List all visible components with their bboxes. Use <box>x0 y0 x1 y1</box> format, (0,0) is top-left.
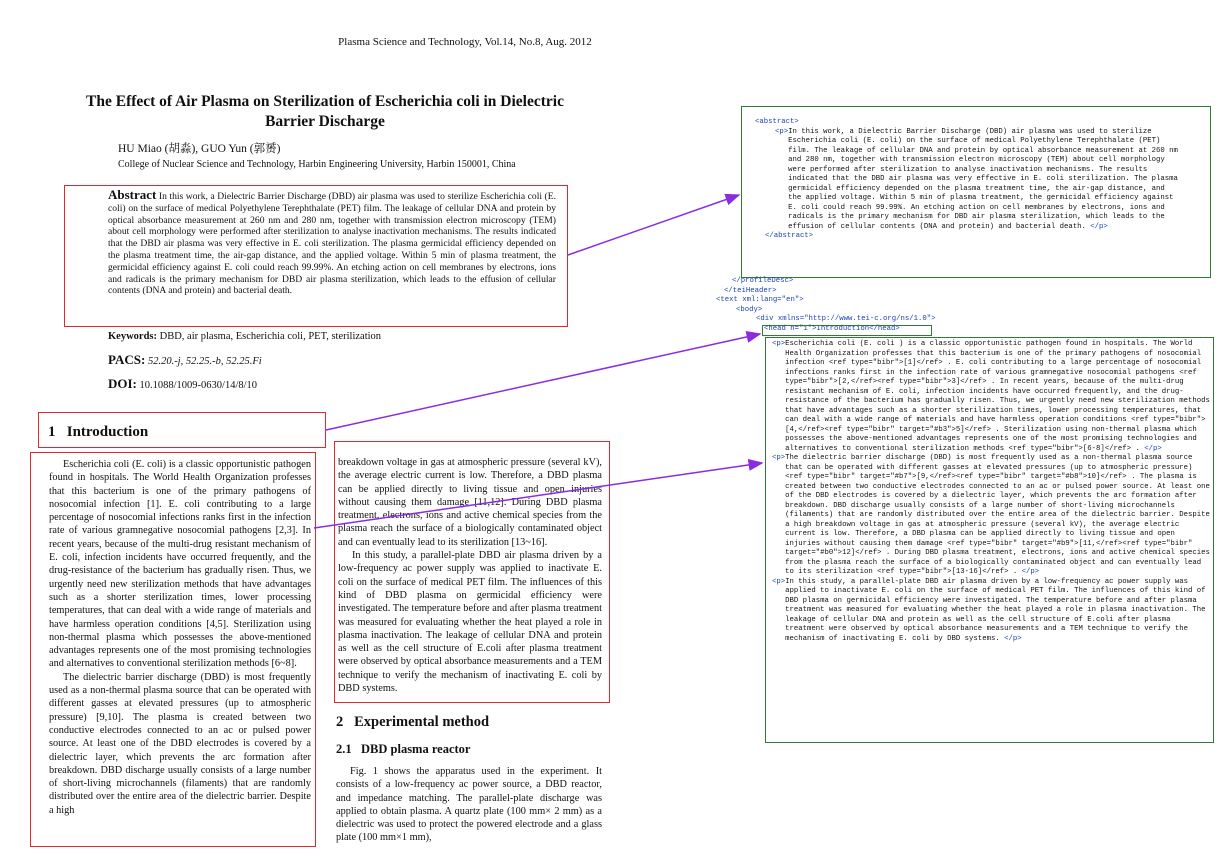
abstract-heading: Abstract <box>108 187 157 202</box>
keywords-label: Keywords: <box>108 331 157 342</box>
arrow-intro-heading-to-xml <box>326 334 760 430</box>
xml-profiledesc-close: </profileDesc> <box>732 277 794 285</box>
journal-header: Plasma Science and Technology, Vol.14, No.8, Aug. 2012 <box>338 36 592 48</box>
xml-p2-open-tag: <p> <box>772 454 786 462</box>
xml-p1-close-tag: </p> <box>1144 444 1162 453</box>
xml-body-open: <body> <box>736 305 763 314</box>
xml-p3-text-body: In this study, a parallel-plate DBD air plasma driven by a low-frequency ac power supply was applied to inactivate E. coli on the surface of medical PET film. The influences of this kind of DBD plasma on germicidal efficiency were investigated. The temperature before and after plasma treatment was measured for evaluating whether the heat played a role in plasma inactivation. The leakage of cellular DNA and protein as well as the cell structure of E.coli after plasma treatment were observed by optical absorbance measurements and a TEM technique to verify the mechanism of inactivating E. coli by DBD systems. <box>785 577 1206 643</box>
xml-abstract-close: </abstract> <box>765 232 814 240</box>
xml-p-close-tag: </p> <box>1090 222 1108 231</box>
intro-paragraph-1: Escherichia coli (E. coli) is a classic opportunistic pathogen found in hospitals. The World Health Organization professes that this bacterium is one of the primary pathogens of nosocomial infection [1]. E. coli contributing to a large percentage of nosocomial infections ranks first in the infection rate of various gramnegative nosocomial pathogens [2,3]. In recent years, because of the multi-drug resistant mechanism of E. coli, infection incidents have occurred frequently, and the drug-resistance of the bacterium has gradually risen. Thus, we urgently need new sterilization methods that have advantages such as a shorter sterilization times, lower processing temperatures, that can deal with a wide range of materials and have harmless operation conditions [4,5]. Sterilization using non-thermal plasma which possesses the above-mentioned advantages represents one of the most promising technologies and alternatives to conventional sterilization methods [6~8]. <box>49 459 311 670</box>
paper-title: The Effect of Air Plasma on Sterilization of Escherichia coli in Dielectric Barrier Discharge <box>86 93 564 130</box>
xml-p2-close-tag: </p> <box>1021 568 1040 576</box>
xml-head-line: <head n="1">Introduction</head> <box>764 324 900 333</box>
intro-paragraph-3: In this study, a parallel-plate DBD air plasma driven by a low-frequency ac power supply was applied to inactivate E. coli on the surface of medical PET film. The influences of this kind of DBD plasma on germicidal efficiency were investigated. The temperature before and after plasma treatment was measured for evaluating whether the heat played a role in plasma inactivation. The leakage of cellular DNA and protein as well as the cell structure of E.coli after plasma treatment were observed by optical absorbance measurements and a TEM technique to verify the mechanism of inactivating E. coli by DBD systems. <box>338 550 602 695</box>
xml-p3-open-tag: <p> <box>772 577 786 586</box>
paper-authors: HU Miao (胡淼), GUO Yun (郭赟) <box>118 143 281 155</box>
pacs-value: 52.20.-j, 52.25.-b, 52.25.Fi <box>147 356 262 367</box>
section-2-heading: 2 Experimental method <box>336 714 490 730</box>
xml-abstract-open: <abstract> <box>755 118 799 126</box>
experimental-paragraph-1: Fig. 1 shows the apparatus used in the experiment. It consists of a low-frequency ac power source, a DBD reactor, and impedance matching. The parallel-plate discharge was applied to obtain plasma. A quartz plate (100 mm× 2 mm) as a dielectric was used to protect the powered electrode and a glass plate (100 mm×1 mm), <box>336 766 602 844</box>
keywords-value: DBD, air plasma, Escherichia coli, PET, sterilization <box>159 331 382 342</box>
doi-value: 10.1088/1009-0630/14/8/10 <box>139 380 258 391</box>
arrow-abstract-to-xml <box>568 195 739 255</box>
xml-p2-text-body: The dielectric barrier discharge (DBD) is most frequently used as a non-thermal plasma source that can be operated with different gasses at elevated pressures (up to atmospheric pressure) <ref type="bibr" target="#b7">[9,</ref><ref type="bibr" target="#b8">10]</ref> . The plasma is created between two conductive electrodes connected to an ac or pulsed power source. At least one of the DBD electrodes is covered by a dielectric layer, which prevents the arc formation after breakdown. DBD discharge usually consists of a large number of short-living microchannels (filaments) that are randomly distributed over the entire area of the dielectric barrier. Despite a high breakdown voltage in gas at atmospheric pressure (several kV), the average electric current is low. Therefore, a DBD plasma can be applied directly to living tissue and open injuries without causing them damage <ref type="bibr" target="#b9">[11,</ref><ref type="bibr" target="#b0">12]</ref> . During DBD plasma treatment, electrons, ions and active chemical species from the plasma reach the surface of a biologically contaminated object and can eventually lead to its sterilization <ref type="bibr">[13-16]</ref> . <box>785 454 1210 576</box>
intro-paragraph-2: The dielectric barrier discharge (DBD) is most frequently used as a non-thermal plasma source that can be operated with different gasses at elevated pressures (up to atmospheric pressure) [9,10]. The plasma is created between two conductive electrodes connected to an ac or pulsed power source. At least one of the DBD electrodes is covered by a dielectric layer, which prevents the arc formation after breakdown. DBD discharge usually consists of a large number of short-living microchannels (filaments) that are randomly distributed over the entire area of the dielectric barrier. Despite a high <box>49 671 311 816</box>
section-2-1-heading: 2.1 DBD plasma reactor <box>336 742 471 756</box>
xml-teiheader-close: </teiHeader> <box>724 286 777 295</box>
doi-label: DOI: <box>108 376 137 391</box>
xml-abstract-text-body: In this work, a Dielectric Barrier Discharge (DBD) air plasma was used to sterilize Escherichia coli (E. coli) on the surface of medical Polyethylene Terephthalate (PET) film. The leakage of cellular DNA and protein by optical absorbance measurement at 260 nm and 280 nm, together with transmission electron microscopy (TEM) about cell morphology were performed after sterilization to analyse inactivation mechanisms. The results indicated that the DBD air plasma was very effective in E. coli sterilization. The plasma germicidal efficiency depended on the plasma treatment time, the air-gap distance, and the applied voltage. Within 5 min of plasma treatment, the germicidal efficiency against E. coli could reach 99.99%. An etching action on cell membranes by electrons, ions and radicals is the primary mechanism for DBD air plasma sterilization, which leads to the effusion of cellular contents (DNA and protein) and bacterial death. <box>788 127 1178 231</box>
xml-text-open: <text xml:lang="en"> <box>716 296 804 304</box>
abstract-body: In this work, a Dielectric Barrier Discharge (DBD) air plasma was used to sterilize Escherichia coli (E. coli) on the surface of medical Polyethylene Terephthalate (PET) film. The leakage of cellular DNA and protein by optical absorbance measurement at 260 nm and 280 nm, together with transmission electron microscopy (TEM) about cell morphology were performed after sterilization to analyse inactivation mechanisms. The results indicated that the DBD air plasma was very effective in E. coli sterilization. The plasma germicidal efficiency depended on the plasma treatment time, the air-gap distance, and the applied voltage. Within 5 min of plasma treatment, the germicidal efficiency against E. coli could reach 99.99%. An etching action on cell membranes by electrons, ions and radicals is the primary mechanism for DBD air plasma sterilization, which leads to the effusion of cellular contents (DNA and protein) and bacterial death. <box>108 191 556 297</box>
arrow-intro-body-to-xml <box>314 463 762 528</box>
paper-affiliation: College of Nuclear Science and Technology, Harbin Engineering University, Harbin 150001, China <box>118 159 516 170</box>
xml-p3-close-tag: </p> <box>1004 634 1022 643</box>
intro-paragraph-2-cont: breakdown voltage in gas at atmospheric pressure (several kV), the average electric current is low. Therefore, a DBD plasma can be applied directly to living tissue and open injuries without causing them damage [11,12]. During DBD plasma treatment, electrons, ions and active chemical species from the plasma reach the surface of a biologically contaminated object and can eventually lead to its sterilization [13~16]. <box>338 457 602 548</box>
intro-heading: 1 Introduction <box>48 424 149 440</box>
xml-p1-open-tag: <p> <box>772 340 786 348</box>
xml-p-open-tag: <p> <box>775 127 789 136</box>
pacs-label: PACS: <box>108 352 146 367</box>
xml-div-open: <div xmlns="http://www.tei-c.org/ns/1.0"> <box>756 315 936 323</box>
xml-p1-text-body: Escherichia coli (E. coli ) is a classic opportunistic pathogen found in hospitals. The World Health Organization professes that this bacterium is one of the primary pathogens of nosocomial infection <ref type="bibr">[1]</ref> . E. coli contributing to a large percentage of nosocomial infections ranks first in the infection rate of various gramnegative nosocomial pathogens <ref type="bibr">[2,</ref><ref type="bibr">3]</ref> . In recent years, because of the multi-drug resistant mechanism of E. coli, infection incidents have occurred frequently, and the drug-resistance of the bacterium has gradually risen. Thus, we urgently need new sterilization methods that have advantages such as a shorter sterilization times, lower processing temperatures, that can deal with a wide range of materials and have harmless operation conditions <ref type="bibr">[4,</ref><ref type="bibr" target="#b3">5]</ref> . Sterilization using non-thermal plasma which possesses the above-mentioned advantages represents one of the most promising technologies and alternatives to conventional sterilization methods <ref type="bibr">[6-8]</ref> . <box>785 340 1210 453</box>
